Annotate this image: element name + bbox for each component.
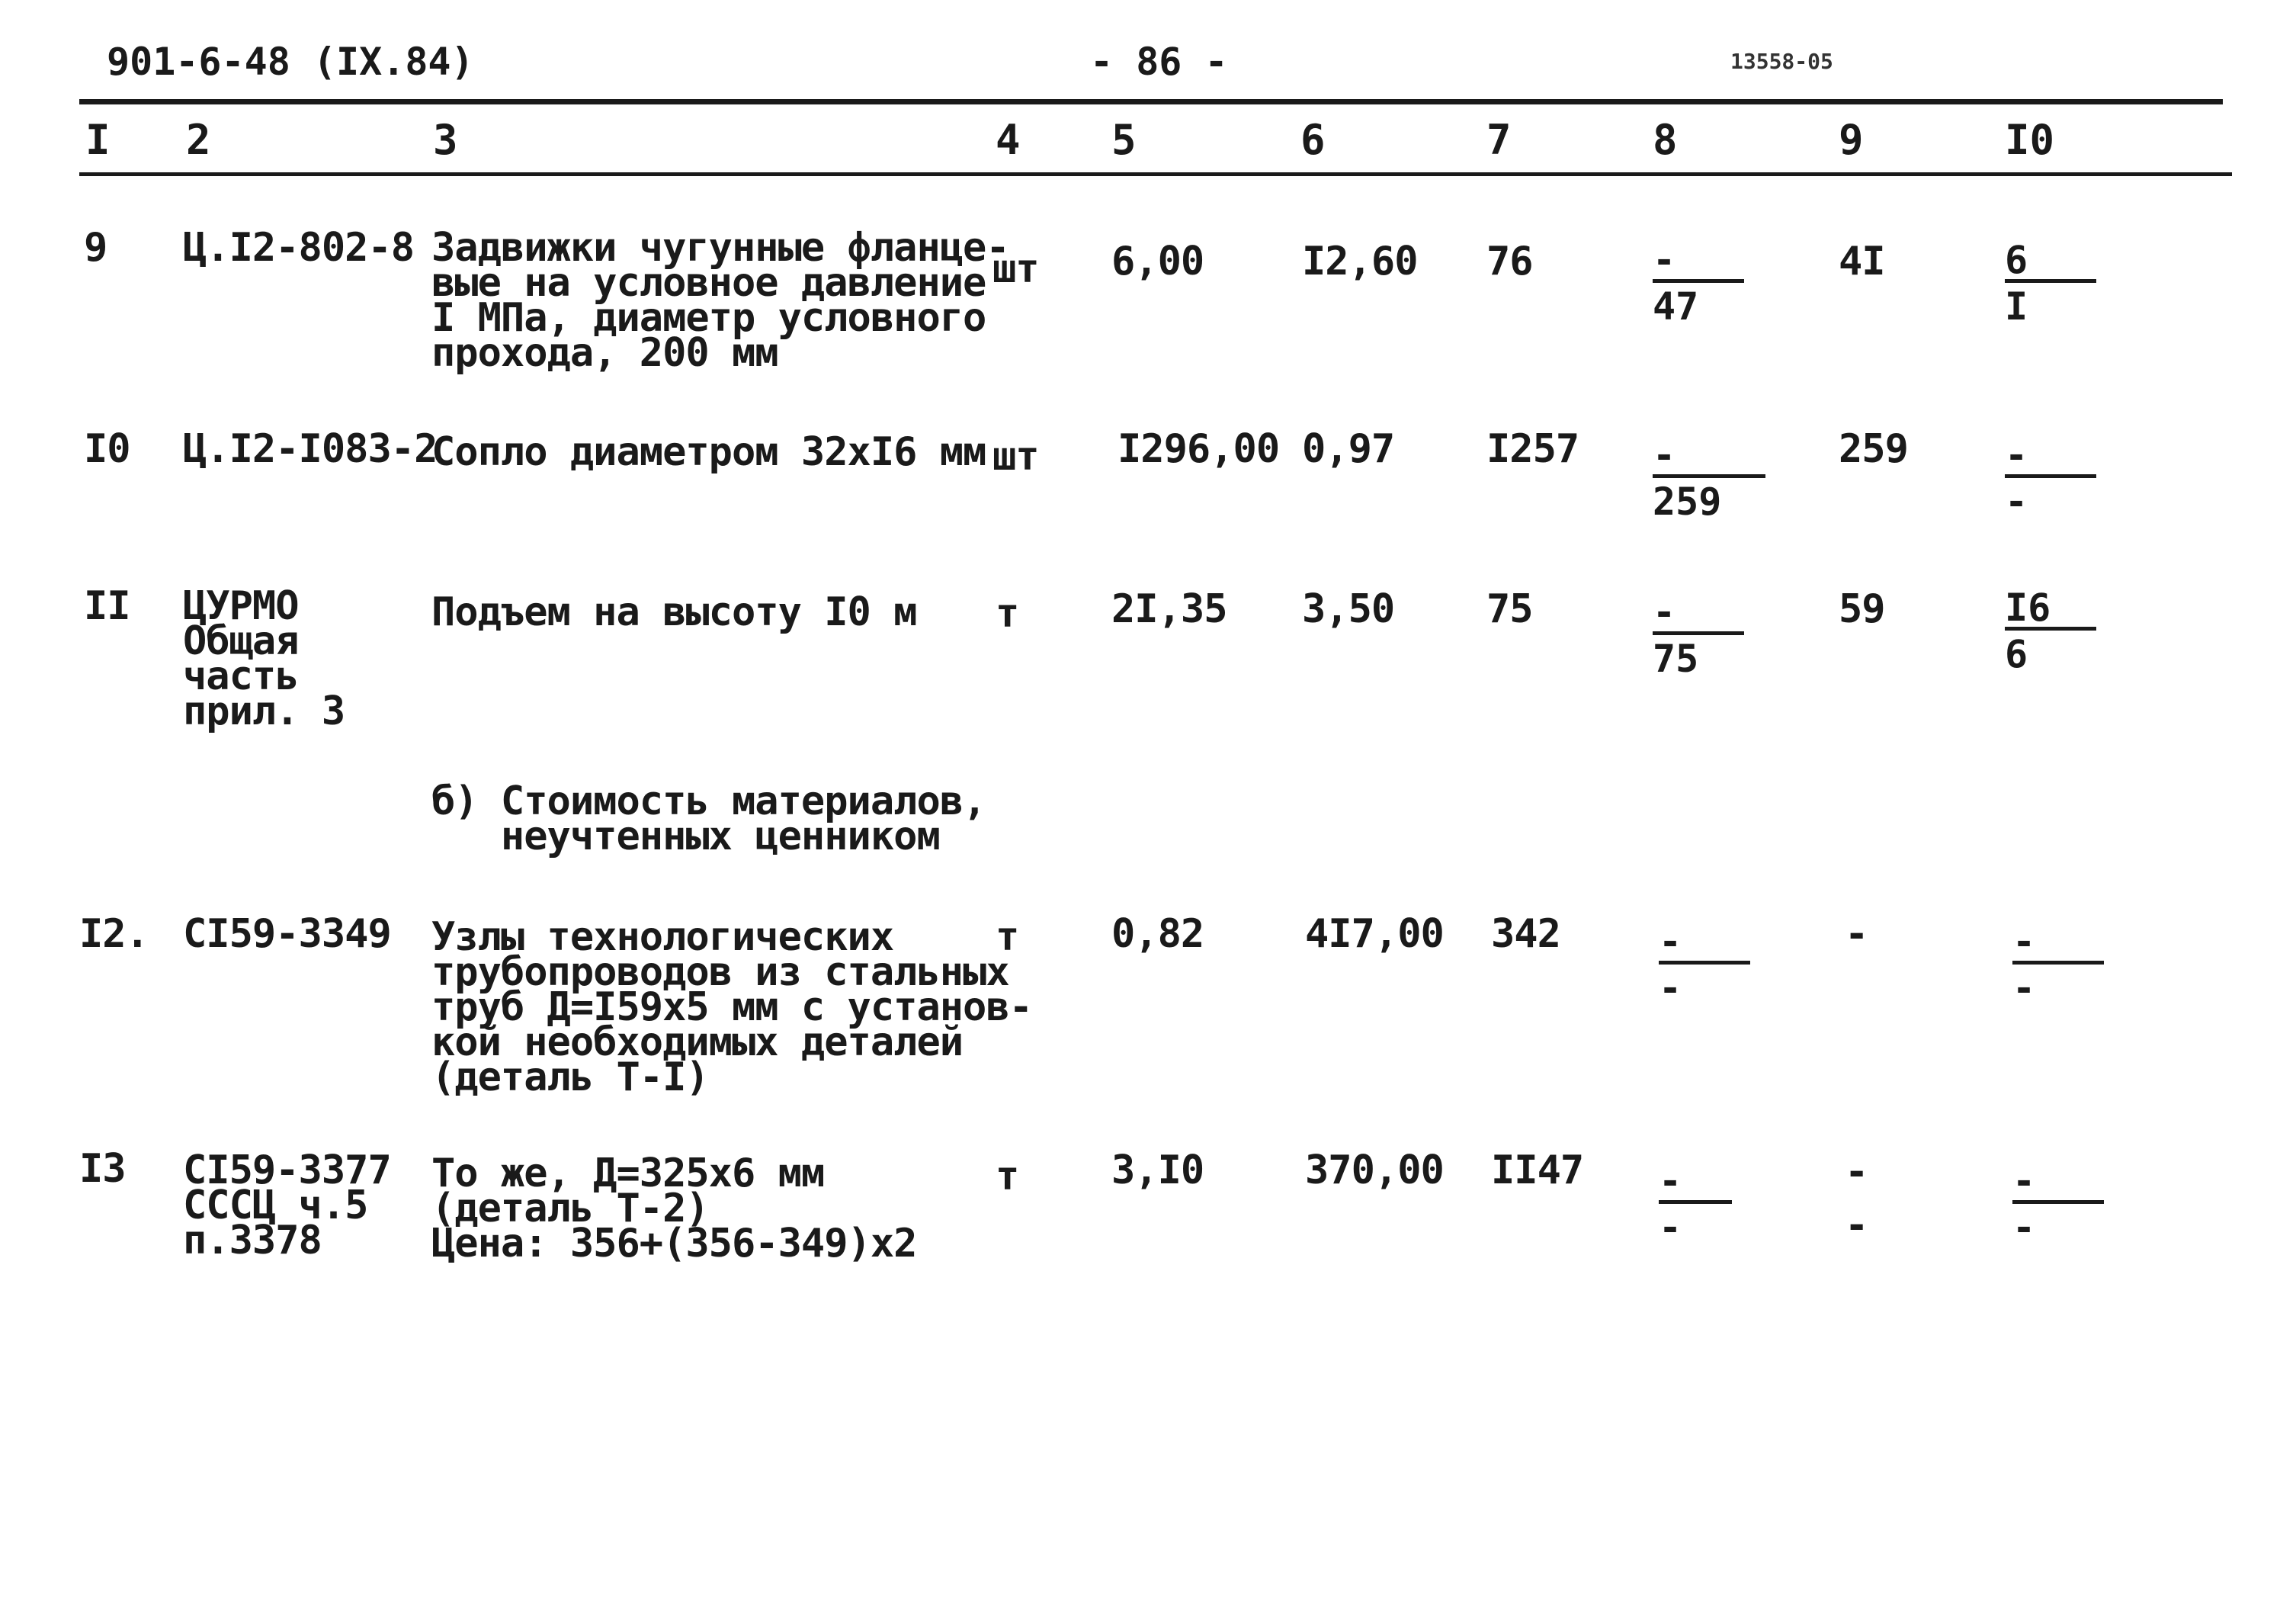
row-desc: Задвижки чугунные фланце- вые на условное давление I МПа, диаметр условного прохода, 200 мм [431, 225, 1009, 376]
row-unit: шт [992, 246, 1039, 292]
col8-fraction [1653, 238, 1744, 329]
row-total: I257 [1486, 426, 1579, 472]
row-total: 75 [1486, 586, 1533, 632]
row-col9-lower: - [1845, 1202, 1868, 1248]
row-desc: Узлы технологических трубопроводов из стальных труб Д=I59x5 мм с установ- кой необходимых деталей (деталь Т-I) [431, 914, 1032, 1100]
row-code: ЦУРМО Общая часть прил. 3 [183, 583, 345, 734]
col-2: 2 [186, 116, 211, 164]
fraction-numerator: - [2005, 436, 2096, 478]
fraction-numerator: 6 [2005, 241, 2096, 283]
row-col9: 4I [1839, 239, 1885, 284]
row-price: 3,50 [1302, 586, 1395, 632]
row-total: 76 [1486, 239, 1533, 284]
fraction-numerator: - [2012, 923, 2104, 965]
row-price: I2,60 [1302, 239, 1418, 284]
col8-fraction [1659, 1159, 1732, 1250]
col-6: 6 [1300, 116, 1326, 164]
row-col9: 59 [1839, 586, 1885, 632]
col-5: 5 [1111, 116, 1137, 164]
section-heading: б) Стоимость материалов, неучтенных ценником [431, 778, 986, 859]
row-price: 370,00 [1305, 1148, 1444, 1193]
row-price: 0,97 [1302, 426, 1395, 472]
col10-fraction [2012, 1159, 2104, 1250]
row-qty: 0,82 [1111, 911, 1204, 957]
col-10: I0 [2005, 116, 2055, 164]
row-unit: шт [992, 434, 1039, 480]
fraction-numerator: - [1659, 923, 1750, 965]
row-col9: 259 [1839, 426, 1908, 472]
row-total: 342 [1491, 911, 1560, 957]
fraction-numerator: - [1653, 436, 1765, 478]
fraction-denominator: - [2012, 1205, 2036, 1250]
row-price: 4I7,00 [1305, 911, 1444, 957]
col-8: 8 [1653, 116, 1678, 164]
row-num: II [84, 583, 130, 629]
col-1: I [85, 116, 111, 164]
fraction-denominator: - [1659, 966, 1682, 1010]
fraction-numerator: - [1653, 593, 1744, 635]
row-desc: Подъем на высоту I0 м [431, 589, 917, 635]
fraction-denominator: 259 [1653, 480, 1722, 524]
fraction-denominator: - [2005, 480, 2028, 524]
row-code: CI59-3377 СССЦ ч.5 п.3378 [183, 1148, 391, 1263]
row-col9: - [1845, 911, 1868, 957]
row-col9: - [1845, 1149, 1868, 1195]
row-qty: I296,00 [1118, 426, 1280, 472]
row-unit: т [996, 1154, 1019, 1199]
fraction-denominator: 75 [1653, 637, 1699, 681]
fraction-denominator: I [2005, 284, 2028, 329]
fraction-numerator: - [1659, 1162, 1732, 1204]
fraction-denominator: 6 [2005, 632, 2028, 676]
row-code: Ц.I2-802-8 [183, 225, 415, 271]
col-4: 4 [996, 116, 1021, 164]
col8-fraction [1653, 590, 1744, 681]
col-3: 3 [433, 116, 458, 164]
fraction-denominator: 47 [1653, 284, 1699, 329]
col-7: 7 [1486, 116, 1512, 164]
fraction-numerator: - [2012, 1162, 2104, 1204]
col10-fraction [2005, 238, 2096, 329]
col10-fraction [2005, 433, 2096, 524]
fraction-denominator: - [2012, 966, 2036, 1010]
col10-fraction [2005, 586, 2096, 676]
top-rule [79, 99, 2223, 104]
row-code: CI59-3349 [183, 911, 391, 957]
fraction-numerator: - [1653, 241, 1744, 283]
row-code: Ц.I2-I083-2 [183, 426, 438, 472]
page-number: - 86 - [1090, 40, 1228, 84]
doc-code: 901-6-48 (IX.84) [107, 40, 474, 84]
row-num: I2. [79, 911, 149, 957]
row-desc: Сопло диаметром 32xI6 мм [431, 429, 986, 475]
row-unit: т [996, 591, 1019, 637]
stamp-number: 13558-05 [1730, 49, 1833, 74]
row-num: 9 [84, 225, 107, 271]
fraction-numerator: I6 [2005, 589, 2096, 631]
col-9: 9 [1839, 116, 1864, 164]
header-rule [79, 172, 2232, 176]
row-total: II47 [1491, 1148, 1584, 1193]
col10-fraction [2012, 920, 2104, 1010]
col8-fraction [1659, 920, 1750, 1010]
row-qty: 2I,35 [1111, 586, 1227, 632]
row-qty: 3,I0 [1111, 1148, 1204, 1193]
row-desc: То же, Д=325x6 мм (деталь Т-2) Цена: 356+(356-349)x2 [431, 1151, 917, 1266]
row-unit: т [996, 914, 1019, 960]
row-num: I0 [84, 426, 130, 472]
col8-fraction [1653, 433, 1765, 524]
row-qty: 6,00 [1111, 239, 1204, 284]
fraction-denominator: - [1659, 1205, 1682, 1250]
row-num: I3 [79, 1146, 126, 1192]
